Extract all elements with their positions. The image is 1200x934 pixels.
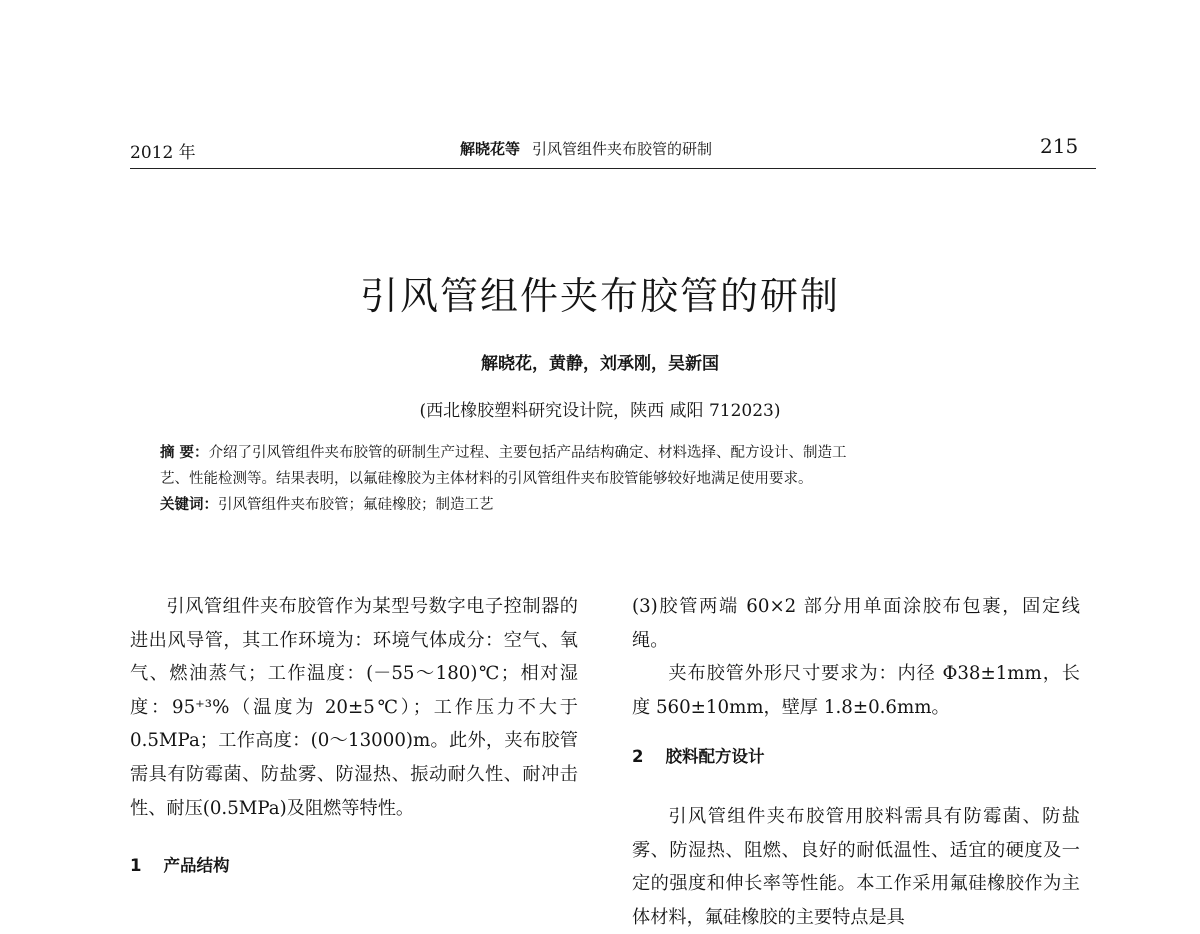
section-2-number: 2 xyxy=(632,747,644,767)
paper-affiliation: (西北橡胶塑料研究设计院，陕西 咸阳 712023) xyxy=(419,401,781,421)
right-paragraph-2: 夹布胶管外形尺寸要求为：内径 Φ38±1mm，长度 560±10mm，壁厚 1.8±0.6mm。 xyxy=(632,663,1080,718)
paper-title: 引风管组件夹布胶管的研制 xyxy=(359,274,840,318)
keywords-text: 引风管组件夹布胶管；氟硅橡胶；制造工艺 xyxy=(218,497,494,513)
page-number: 215 xyxy=(1040,134,1079,158)
running-header-year: 2012 年 xyxy=(130,143,196,163)
abstract-line-1 xyxy=(160,440,1060,466)
section-2-heading xyxy=(632,740,1080,774)
abstract-block xyxy=(160,440,1060,518)
section-1-heading xyxy=(130,849,578,883)
running-header-title: 引风管组件夹布胶管的研制 xyxy=(532,140,713,158)
running-header-authors: 解晓花等 xyxy=(460,140,521,158)
keywords-line xyxy=(160,492,1060,518)
section-1-title: 产品结构 xyxy=(163,856,230,876)
keywords-label: 关键词： xyxy=(160,497,218,513)
running-header-title-block xyxy=(460,138,712,159)
header-rule xyxy=(130,168,1096,169)
section-2-title: 胶料配方设计 xyxy=(665,747,765,767)
right-paragraph-3: 引风管组件夹布胶管用胶料需具有防霉菌、防盐雾、防湿热、阻燃、良好的耐低温性、适宜的硬度及一定的强度和伸长率等性能。本工作采用氟硅橡胶作为主体材料，氟硅橡胶的主要特点是具 xyxy=(632,805,1080,928)
paper-authors: 解晓花，黄静，刘承刚，吴新国 xyxy=(481,354,719,374)
abstract-text-1: 介绍了引风管组件夹布胶管的研制生产过程、主要包括产品结构确定、材料选择、配方设计、制造工 xyxy=(208,445,847,461)
abstract-label: 摘 要： xyxy=(160,445,209,461)
right-column xyxy=(632,590,1080,934)
left-paragraph-1: 引风管组件夹布胶管作为某型号数字电子控制器的进出风导管，其工作环境为：环境气体成分：空气、氧气、燃油蒸气；工作温度：(－55～180)℃；相对湿度：95⁺³%（温度为 20±5℃）；工作压力不大于 0.5MPa；工作高度：(0～13000)m。此外，夹布胶管需具有防霉菌、防盐雾、防湿热、振动耐久性、耐冲击性、耐压(0.5MPa)及阻燃等特性。 xyxy=(130,596,578,819)
right-paragraph-1: (3)胶管两端 60×2 部分用单面涂胶布包裹，固定线绳。 xyxy=(632,596,1080,651)
section-1-number: 1 xyxy=(130,856,142,876)
left-column xyxy=(130,590,578,883)
abstract-text-2: 艺、性能检测等。结果表明，以氟硅橡胶为主体材料的引风管组件夹布胶管能够较好地满足使用要求。 xyxy=(160,471,813,487)
